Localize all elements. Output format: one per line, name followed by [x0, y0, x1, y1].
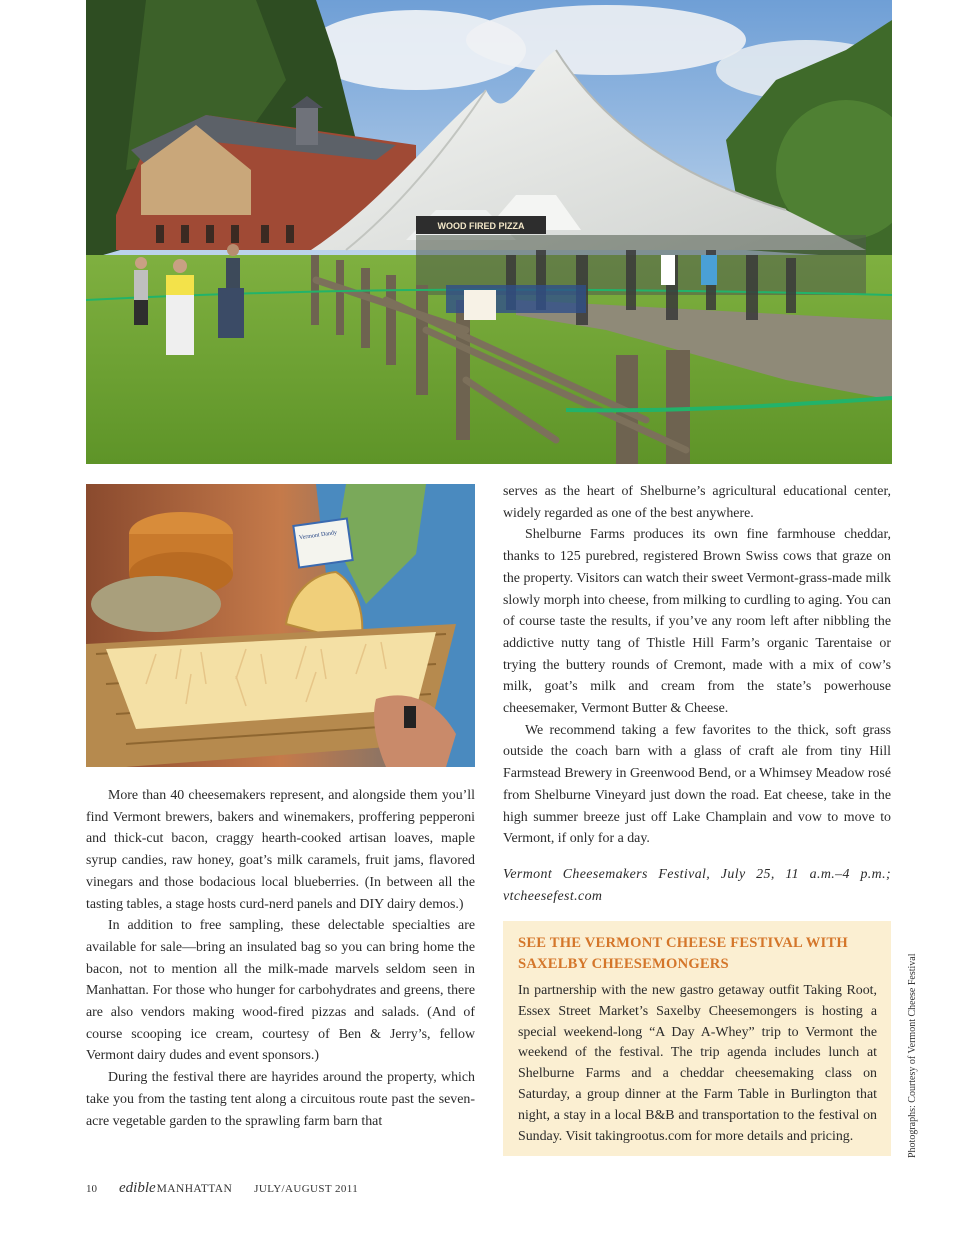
right-column [503, 481, 891, 907]
pizza-sign: WOOD FIRED PIZZA [437, 221, 525, 231]
cheese-label: Vermont Dandy [298, 529, 338, 542]
right-paragraph-2: Shelburne Farms produces its own fine farmhouse cheddar, thanks to 125 purebred, registered Brown Swiss cows that graze on the property. Visitors can watch their sweet Vermont-grass-made milk slowly morph into cheese, from milking to curdling to aging. You can of course taste the results, if you’ve any room left after nibbling the addictive nutty tang of Thistle Hill Farm’s organic Tarentaise or trying the buttery rounds of Cremont, made with a mix of cow’s milk, goat’s milk and cream from the state’s powerhouse cheesemaker, Vermont Butter & Cheese. [503, 527, 891, 717]
cheese-basket-photo [86, 484, 475, 767]
right-paragraph-1: serves as the heart of Shelburne’s agricultural educational center, widely regarded as one of the best anywhere. [503, 484, 891, 521]
event-details: Vermont Cheesemakers Festival, July 25, 11 a.m.–4 p.m.; vtcheesefest.com [503, 866, 891, 904]
sidebar-title: SEE THE VERMONT CHEESE FESTIVAL WITH SAXELBY CHEESEMONGERS [518, 935, 848, 972]
issue-date: JULY/AUGUST 2011 [254, 1183, 359, 1195]
magazine-brand-city: MANHATTAN [156, 1183, 233, 1195]
left-paragraph-3: During the festival there are hayrides around the property, which take you from the tasting tent along a circuitous route past the seven-acre vegetable garden to the sprawling farm barn that [86, 1070, 475, 1129]
sidebar-body: In partnership with the new gastro getaway outfit Taking Root, Essex Street Market’s Saxelby Cheesemongers is hosting a special weekend-long “A Day A-Whey” trip to Vermont the weekend of the festival. The trip agenda includes lunch at Shelburne Farms and a cheddar cheesemaking class on Saturday, a group dinner at the Farm Table in Burlington that night, a stay in a local B&B and transportation to the festival on Sunday. Visit takingrootus.com for more details and pricing. [518, 983, 877, 1144]
festival-tent-illustration [86, 0, 892, 464]
left-paragraph-2: In addition to free sampling, these delectable specialties are available for sale—bring an insulated bag so you can bring home the bacon, not to mention all the milk-made marvels seldom seen in Manhattan. For those who hunger for carbohydrates and greens, there are also vendors making wood-fired pizzas and salads. (And of course scooping ice cream, courtesy of Ben & Jerry’s, fellow Vermont dairy dudes and event sponsors.) [86, 918, 475, 1064]
photo-credit: Photographs: Courtesy of Vermont Cheese Festival [907, 953, 918, 1158]
page-footer [86, 1180, 358, 1198]
festival-photo [86, 0, 892, 464]
left-paragraph-1: More than 40 cheesemakers represent, and alongside them you’ll find Vermont brewers, bakers and winemakers, proffering pepperoni and thick-cut bacon, craggy hearth-cooked artisan loaves, maple syrup candies, raw honey, goat’s milk caramels, fruit jams, flavored vinegars and those bodacious local blueberries. (In between all the tasting tables, a stage hosts curd-nerd panels and DIY dairy demos.) [86, 788, 475, 912]
page-number: 10 [86, 1183, 97, 1195]
right-paragraph-3: We recommend taking a few favorites to the thick, soft grass outside the coach barn with a glass of craft ale from tiny Hill Farmstead Brewery in Greenwood Bend, or a Whimsey Meadow rosé from Shelburne Vineyard just down the road. Eat cheese, take in the high summer breeze just off Lake Champlain and vow to move to Vermont, if only for a day. [503, 722, 891, 847]
sidebar-box [503, 921, 891, 1156]
magazine-brand-edible: edible [119, 1180, 156, 1196]
left-column [86, 785, 475, 1132]
cheese-basket-illustration [86, 484, 475, 767]
